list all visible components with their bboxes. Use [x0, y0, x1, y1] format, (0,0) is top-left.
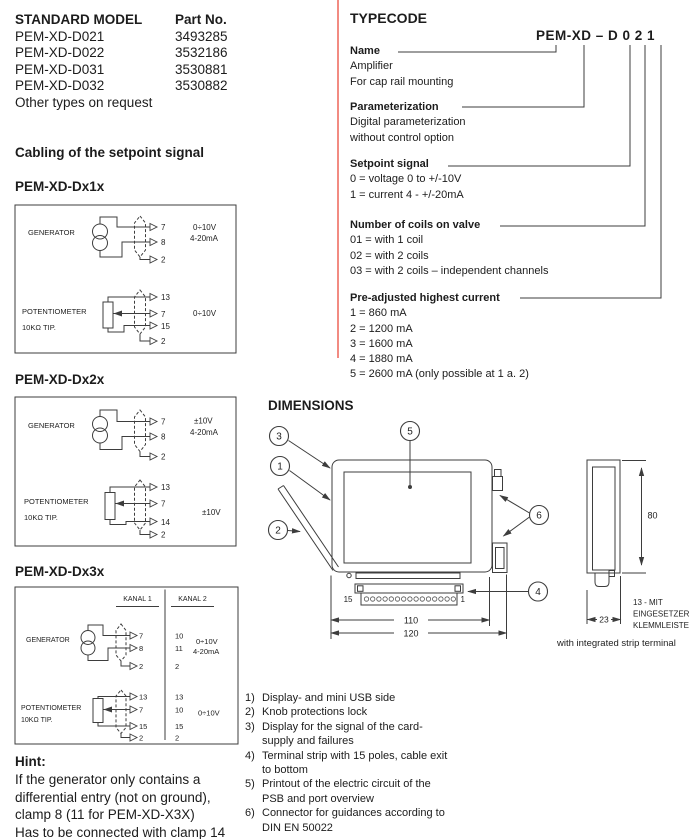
typecode-section-name: Name Amplifier For cap rail mounting	[350, 45, 454, 88]
hint-heading: Hint:	[15, 754, 46, 769]
model-name: PEM-XD-D032	[15, 78, 105, 93]
table-row	[15, 62, 315, 77]
terminal-number: 15	[161, 322, 170, 331]
terminal-number: 15	[139, 722, 148, 731]
callouts	[269, 422, 549, 602]
svg-text:2: 2	[275, 525, 281, 537]
terminal-number: 7	[161, 417, 166, 427]
strip-pole-1-label: 1	[460, 595, 465, 604]
typecode-section-parameterization: Parameterization Digital parameterization without control option	[350, 101, 466, 144]
diagram1-title: PEM-XD-Dx1x	[15, 179, 105, 194]
potentiometer-circuit	[24, 480, 221, 540]
generator-symbol	[93, 428, 108, 443]
generator-label: GENERATOR	[28, 228, 75, 237]
terminal-number: 8	[139, 644, 144, 653]
wiring-diagram-dx2x	[14, 396, 238, 548]
signal-range-label: ±10V	[194, 416, 213, 426]
terminal-number: 2	[175, 662, 180, 671]
wiring-diagram-dx1x	[14, 203, 238, 355]
terminal-number: 2	[139, 733, 144, 743]
generator-symbol	[93, 417, 108, 432]
device-display	[344, 472, 471, 563]
svg-text:5: 5	[407, 426, 413, 438]
strip-pole-15-label: 15	[343, 595, 353, 604]
device-body	[332, 460, 492, 572]
generator-symbol	[93, 224, 108, 239]
signal-range-label: 0÷10V	[193, 223, 217, 232]
terminal-number: 2	[161, 530, 166, 540]
terminal-number: 2	[161, 255, 166, 265]
footnote-item: 6) Connector for guidances according to DIN EN 50022	[245, 807, 445, 834]
typecode-section-coils: Number of coils on valve 01 = with 1 coil 02 = with 2 coils 03 = with 2 coils – independent channels	[350, 219, 549, 277]
terminal-number: 8	[161, 432, 166, 442]
bottom-bar	[356, 573, 460, 579]
dimension-80: 80	[647, 510, 658, 521]
signal-range-label: 0÷10V	[198, 708, 220, 718]
terminal-number: 2	[139, 662, 144, 671]
signal-range-label: 4-20mA	[190, 428, 219, 437]
terminal-number: 7	[161, 499, 166, 509]
potentiometer-circuit	[22, 290, 217, 346]
generator-label: GENERATOR	[28, 421, 75, 430]
typecode-section-current: Pre-adjusted highest current 1 = 860 mA 2 = 1200 mA 3 = 1600 mA 4 = 1880 mA 5 = 2600 mA (only possible at 1 a. 2)	[350, 292, 529, 381]
wiper-arrow	[104, 707, 113, 713]
side-clip-top-latch	[495, 470, 502, 477]
terminal-number: 13	[139, 692, 148, 702]
signal-range-label: 4-20mA	[190, 234, 219, 243]
model-name: PEM-XD-D022	[15, 45, 105, 60]
wiper-arrow	[114, 311, 123, 317]
model-name: PEM-XD-D031	[15, 61, 105, 77]
terminal-number: 2	[161, 452, 166, 462]
cable-shield-symbol	[135, 410, 146, 452]
dimensions-drawing	[258, 415, 700, 663]
strip-screw	[358, 586, 364, 592]
footnote-item: 1) Display- and mini USB side	[245, 692, 396, 704]
part-number: 3530881	[175, 61, 228, 77]
terminal-number: 10	[175, 631, 184, 641]
potentiometer-label: POTENTIOMETER	[24, 497, 89, 506]
footnote-item: 4) Terminal strip with 15 poles, cable exit to bottom	[245, 749, 448, 777]
dimension-23: 23	[599, 614, 609, 625]
generator-circuit	[28, 410, 219, 462]
kanal2-label: KANAL 2	[178, 596, 207, 603]
potentiometer-symbol	[103, 302, 113, 328]
german-note-line: KLEMMLEISTE	[633, 621, 690, 630]
cable-shield-symbol	[116, 624, 126, 661]
generator-circuit	[26, 624, 219, 671]
terminal-number: 13	[161, 483, 170, 492]
generator-symbol	[93, 236, 108, 251]
side-body-inner	[593, 467, 616, 570]
part-number: 3532186	[175, 45, 228, 60]
terminal-number: 7	[139, 631, 144, 641]
svg-text:3: 3	[276, 431, 282, 443]
kanal1-label: KANAL 1	[123, 596, 152, 603]
terminal-number: 8	[161, 238, 166, 247]
table-row	[15, 45, 315, 60]
potentiometer-symbol	[105, 493, 115, 520]
terminal-number: 13	[175, 692, 184, 702]
strip-poles	[364, 597, 455, 601]
wiring-diagram-dx3x	[14, 586, 239, 746]
side-clip-top	[493, 477, 503, 491]
diagram2-title: PEM-XD-Dx2x	[15, 372, 105, 387]
side-bottom-clip	[595, 573, 609, 587]
generator-label: GENERATOR	[26, 637, 70, 644]
footnote-list	[245, 691, 503, 835]
signal-range-label: ±10V	[202, 508, 221, 517]
cable-shield-symbol	[135, 216, 146, 257]
red-column-divider	[337, 0, 339, 358]
din-rail-connector-inner	[496, 548, 505, 569]
generator-symbol	[81, 641, 95, 655]
bottom-foot	[347, 573, 351, 577]
terminal-strip	[344, 584, 466, 605]
signal-range-label: 0÷10V	[196, 637, 218, 646]
potentiometer-value-label: 10KΩ TIP.	[22, 323, 56, 332]
german-note-line: 13 - MIT	[633, 598, 663, 607]
potentiometer-symbol	[93, 699, 103, 723]
strip-screw	[455, 586, 461, 592]
other-types-note: Other types on request	[15, 94, 153, 110]
typecode-heading: TYPECODE	[350, 10, 428, 26]
terminal-number: 2	[161, 337, 166, 346]
cabling-heading: Cabling of the setpoint signal	[15, 145, 204, 160]
footnote-item: 2) Knob protections lock	[245, 706, 368, 719]
signal-range-label: 0÷10V	[193, 309, 217, 318]
potentiometer-circuit	[21, 690, 220, 743]
terminal-number: 11	[175, 644, 183, 653]
footnote-item: 5) Printout of the electric circuit of the PSB and port overview	[245, 778, 431, 805]
part-no-heading: Part No.	[175, 12, 227, 27]
svg-text:1: 1	[277, 461, 283, 473]
terminal-number: 7	[139, 705, 144, 715]
model-name: PEM-XD-D021	[15, 28, 105, 44]
hint-text: If the generator only contains a differential entry (not on ground), clamp 8 (11 for PEM-XD-X3X) Has to be connected with clamp 14	[15, 772, 226, 839]
terminal-number: 13	[161, 293, 170, 302]
wiper-arrow	[116, 501, 125, 507]
dimensions-heading: DIMENSIONS	[268, 398, 354, 413]
typecode-section-setpoint: Setpoint signal 0 = voltage 0 to +/-10V 1 = current 4 - +/-20mA	[350, 158, 464, 201]
dimension-120: 120	[403, 628, 419, 639]
signal-range-label: 4-20mA	[193, 647, 220, 656]
standard-model-heading: STANDARD MODEL	[15, 12, 143, 27]
terminal-number: 7	[161, 223, 166, 232]
potentiometer-value-label: 10KΩ TIP.	[24, 513, 58, 522]
footnote-item: 3) Display for the signal of the card- supply and failures	[245, 720, 423, 748]
generator-circuit	[28, 216, 219, 265]
part-number: 3530882	[175, 78, 228, 93]
typecode-string: PEM-XD – D 0 2 1	[536, 28, 656, 43]
integrated-strip-note: with integrated strip terminal	[557, 638, 676, 649]
terminal-number: 2	[175, 733, 180, 743]
front-view	[278, 441, 507, 579]
potentiometer-value-label: 10KΩ TIP.	[21, 717, 53, 724]
svg-text:4: 4	[535, 587, 541, 598]
callout5-point	[408, 485, 412, 489]
terminal-number: 14	[161, 518, 170, 527]
part-number: 3493285	[175, 28, 228, 44]
german-note-line: EINGESETZER	[633, 609, 690, 619]
svg-text:6: 6	[536, 510, 542, 522]
potentiometer-label: POTENTIOMETER	[22, 307, 87, 316]
potentiometer-label: POTENTIOMETER	[21, 705, 82, 712]
terminal-number: 15	[175, 722, 184, 731]
side-view	[556, 460, 690, 649]
dimension-110: 110	[403, 615, 419, 626]
diagram3-title: PEM-XD-Dx3x	[15, 564, 105, 579]
terminal-number: 7	[161, 310, 166, 319]
table-row	[15, 29, 315, 44]
terminal-number: 10	[175, 705, 184, 715]
table-row	[15, 78, 315, 93]
standard-model-header-row	[15, 12, 315, 27]
